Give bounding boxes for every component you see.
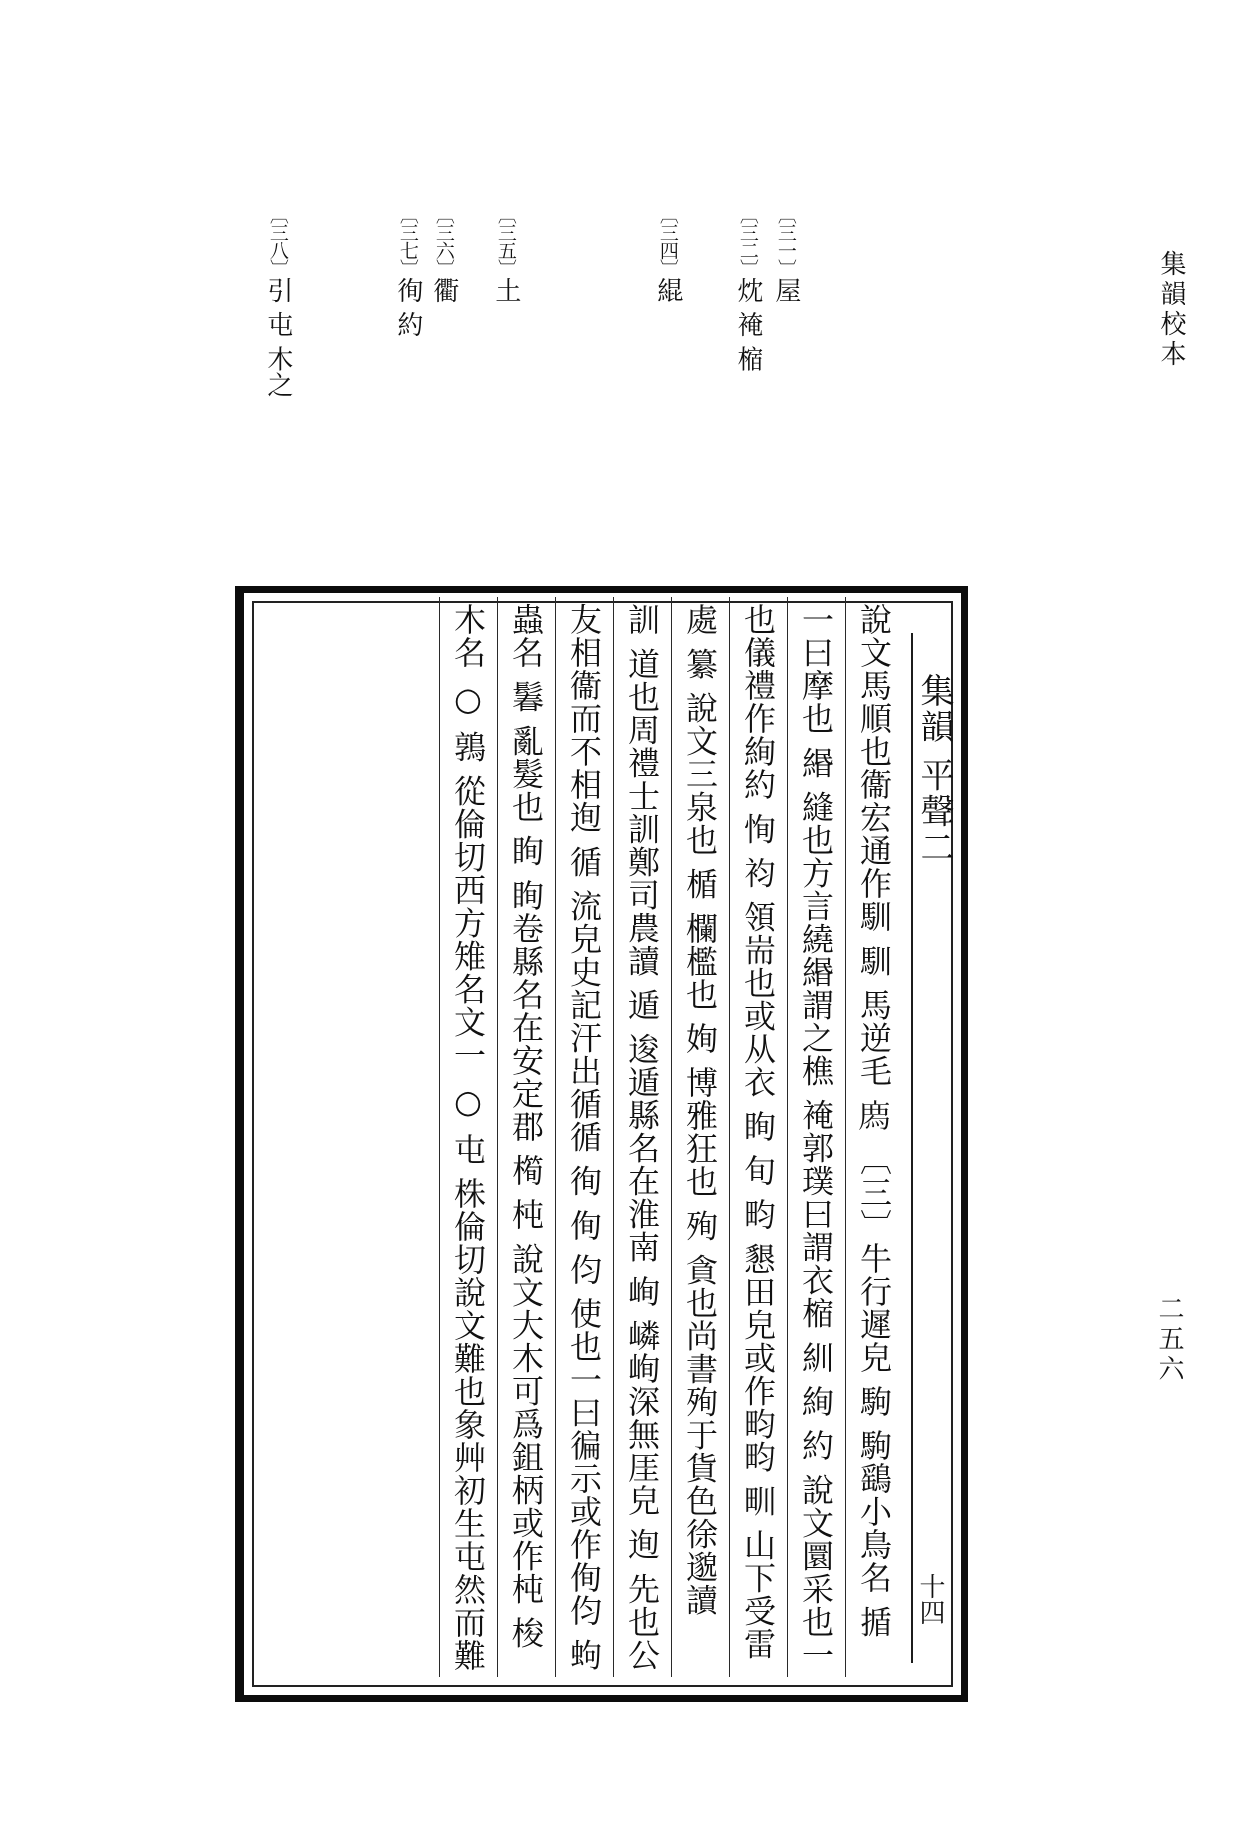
- note-text: 衢: [428, 277, 459, 303]
- note-text: 緄: [652, 277, 683, 303]
- note-32: [732, 205, 762, 372]
- note-35: [490, 205, 520, 303]
- note-number: 〔三八〕: [266, 205, 289, 277]
- note-text: 土: [490, 277, 521, 303]
- text-column: 訓 道也周禮士訓鄭司農讀 遁 逡遁縣名在淮南 峋 嶙峋深無厓皃 迿 先也公: [613, 597, 671, 1677]
- text-column: 一曰摩也 緡 縫也方言繞緡謂之樵 裺郭璞曰謂衣樎 紃 絢 約 說文圜采也一: [787, 597, 845, 1677]
- note-text: 屋: [770, 277, 801, 303]
- note-number: 〔三二〕: [736, 205, 759, 277]
- note-text: 引 屯 木之: [262, 277, 293, 398]
- text-columns: [263, 597, 903, 1677]
- note-number: 〔三四〕: [656, 205, 679, 277]
- note-31: [770, 205, 800, 303]
- text-column: 說文馬順也衞宏通作馴 馴 馬逆毛 𢊁 〔三〕牛行遲皃 駒 駒鷂小鳥名 揗: [845, 597, 903, 1677]
- scanned-page: [235, 586, 968, 1702]
- text-column: 蟲名 鬊 亂髮也 眴 眴卷縣名在安定郡 橁 杶 說文大木可爲鉏柄或作杶 梭: [497, 597, 555, 1677]
- text-column: 也儀禮作絢約 恂 袀 領耑也或从衣 眴 旬 畇 懇田皃或作畇畇 甽 山下受雷: [729, 597, 787, 1677]
- text-column: 友相衞而不相迿 循 流皃史記汗出循循 徇 侚 伨 使也一曰徧示或作侚伨 蚼: [555, 597, 613, 1677]
- note-number: 〔三七〕: [396, 205, 419, 277]
- running-title: 集韻校本: [1156, 250, 1186, 370]
- block-margin-title: 集韻 平聲二: [911, 633, 959, 1663]
- note-number: 〔三一〕: [774, 205, 797, 277]
- page-number: 二五六: [1154, 1295, 1184, 1385]
- leaf-number: 十四: [915, 1573, 945, 1625]
- text-column: 處 纂 說文三泉也 楯 欄檻也 姰 博雅狂也 殉 貪也尚書殉于貨色徐邈讀: [671, 597, 729, 1677]
- note-number: 〔三五〕: [494, 205, 517, 277]
- note-text: 徇 約: [392, 277, 423, 338]
- note-38: [262, 205, 292, 398]
- collation-notes: [250, 205, 970, 535]
- note-37: [392, 205, 422, 337]
- note-number: 〔三六〕: [432, 205, 455, 277]
- note-34: [652, 205, 682, 303]
- note-text: 㶩 裺 樎: [732, 277, 763, 372]
- note-36: [428, 205, 458, 303]
- text-column: 木名 ○ 鶉 從倫切西方雉名文一 ○ 屯 株倫切說文難也象艸初生屯然而難: [439, 597, 497, 1677]
